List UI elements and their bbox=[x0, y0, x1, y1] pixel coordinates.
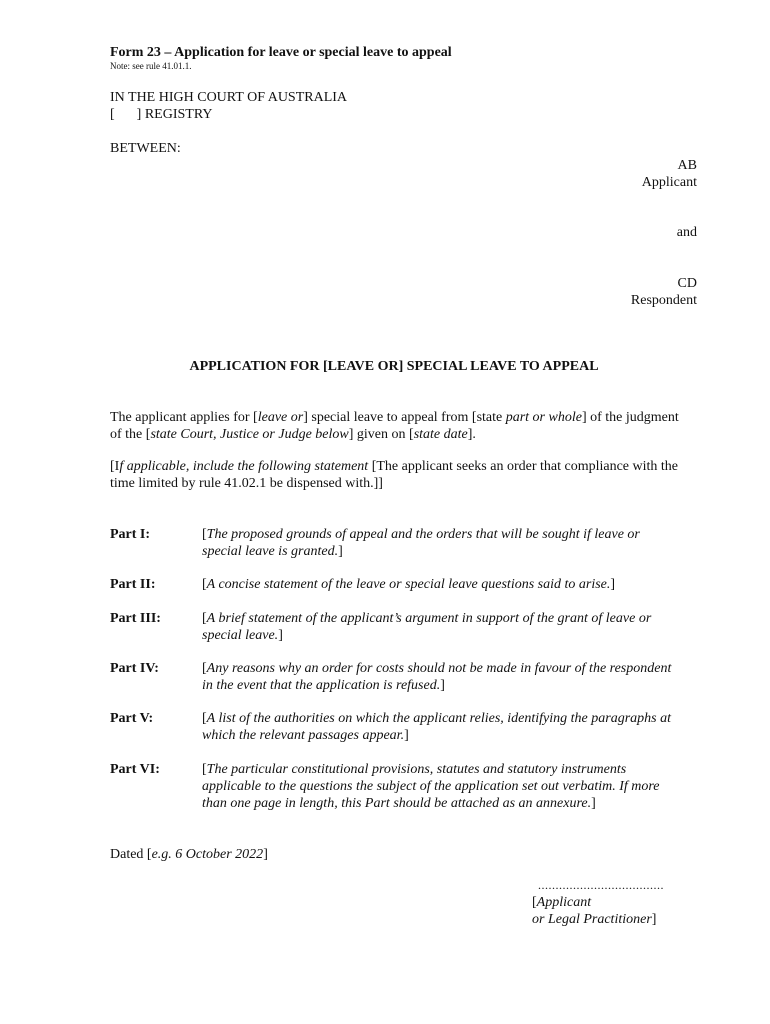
part-3-body bbox=[202, 610, 682, 644]
signatory-line-2 bbox=[532, 911, 656, 928]
between-label: BETWEEN: bbox=[110, 141, 181, 156]
signatory-line-1 bbox=[532, 894, 591, 911]
part-3-label: Part III: bbox=[110, 611, 161, 626]
application-paragraph bbox=[110, 409, 690, 443]
bracket: [ bbox=[202, 611, 207, 626]
bracket: [ bbox=[202, 762, 207, 777]
part-text: A list of the authorities on which the applicant relies, identifying the paragraphs at which the relevant passages appear. bbox=[202, 711, 671, 743]
text-run: ]. bbox=[467, 427, 476, 442]
part-2-label: Part II: bbox=[110, 577, 156, 592]
signature-line: .................................... bbox=[538, 878, 664, 892]
text-run: ] special leave to appeal from [state bbox=[303, 410, 506, 425]
bracket: [ bbox=[532, 895, 537, 910]
bracket: ] bbox=[278, 628, 283, 643]
registry-open-bracket: [ bbox=[110, 107, 115, 122]
text-run: [I bbox=[110, 459, 120, 474]
text-run: ] bbox=[263, 847, 268, 862]
italic-run: e.g. 6 October 2022 bbox=[151, 847, 264, 862]
court-name: IN THE HIGH COURT OF AUSTRALIA bbox=[110, 90, 348, 105]
form-note: Note: see rule 41.01.1. bbox=[110, 61, 192, 71]
applicant-name: AB bbox=[677, 158, 697, 173]
text-run: Dated [ bbox=[110, 847, 152, 862]
and-connector: and bbox=[676, 225, 697, 240]
part-text: A concise statement of the leave or special leave questions said to arise. bbox=[206, 577, 611, 592]
italic-run: part or whole bbox=[505, 410, 582, 425]
italic-run: f applicable, include the following statement bbox=[119, 459, 369, 474]
italic-run: Applicant bbox=[536, 895, 592, 910]
part-1-body bbox=[202, 526, 682, 560]
part-text: A brief statement of the applicant’s argument in support of the grant of leave or special leave. bbox=[202, 611, 652, 643]
part-text: The proposed grounds of appeal and the orders that will be sought if leave or special leave is granted. bbox=[202, 527, 640, 559]
document-heading: APPLICATION FOR [LEAVE OR] SPECIAL LEAVE TO APPEAL bbox=[189, 359, 599, 374]
applicant-role: Applicant bbox=[641, 175, 697, 190]
part-1-label: Part I: bbox=[110, 527, 151, 542]
bracket: [ bbox=[202, 661, 207, 676]
part-4-body bbox=[202, 660, 682, 694]
bracket: ] bbox=[338, 544, 343, 559]
part-4-label: Part IV: bbox=[110, 661, 159, 676]
italic-run: or Legal Practitioner bbox=[532, 912, 652, 927]
italic-run: state date bbox=[413, 427, 468, 442]
registry-label: ] REGISTRY bbox=[136, 107, 213, 122]
bracket: ] bbox=[610, 577, 616, 592]
bracket: ] bbox=[651, 912, 657, 927]
compliance-paragraph bbox=[110, 458, 690, 492]
part-text: The particular constitutional provisions, statutes and statutory instruments applicable to the questions the subject of the application set out verbatim. If more than one page in length, this Part should be attached as an annexure. bbox=[202, 762, 660, 811]
bracket: ] bbox=[404, 728, 409, 743]
text-run: ] given on [ bbox=[348, 427, 414, 442]
bracket: ] bbox=[440, 678, 445, 693]
italic-run: leave or bbox=[257, 410, 304, 425]
respondent-name: CD bbox=[677, 276, 697, 291]
part-6-body bbox=[202, 761, 682, 812]
respondent-role: Respondent bbox=[630, 293, 697, 308]
bracket: [ bbox=[202, 527, 207, 542]
text-run: [The applicant seeks an order that compliance with the time limited by rule 41.02.1 be dispensed with.]] bbox=[110, 459, 679, 491]
part-5-label: Part V: bbox=[110, 711, 154, 726]
dated-line bbox=[110, 846, 268, 863]
bracket: [ bbox=[202, 711, 207, 726]
part-text: Any reasons why an order for costs should not be made in favour of the respondent in the event that the application is refused. bbox=[202, 661, 672, 693]
text-run: The applicant applies for [ bbox=[110, 410, 258, 425]
part-5-body bbox=[202, 710, 682, 744]
bracket: [ bbox=[202, 577, 207, 592]
bracket: ] bbox=[591, 796, 596, 811]
registry-line bbox=[110, 106, 213, 123]
part-2-body bbox=[202, 576, 682, 593]
part-6-label: Part VI: bbox=[110, 762, 160, 777]
italic-run: state Court, Justice or Judge below bbox=[150, 427, 349, 442]
form-title: Form 23 – Application for leave or special leave to appeal bbox=[110, 45, 452, 60]
text-run: ] of the judgment of the [ bbox=[110, 410, 679, 442]
